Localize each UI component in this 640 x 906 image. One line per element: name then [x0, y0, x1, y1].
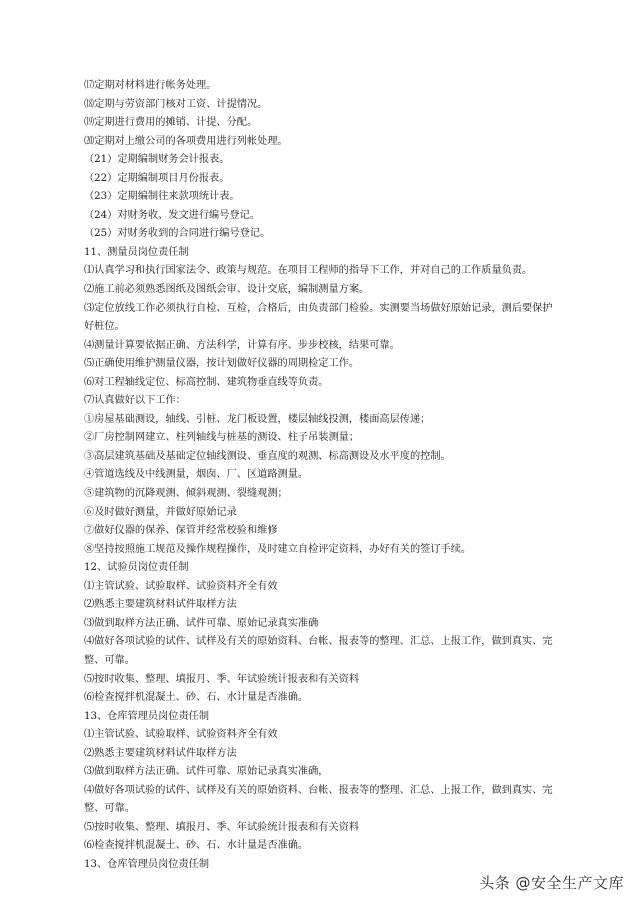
- line-18: ⒅定期与劳资部门核对工资、计提情况。: [84, 98, 268, 110]
- surveyor-subitem-1: ①房屋基础测设，轴线、引桩、龙门板设置，楼层轴线投测，楼面高层传递；: [84, 413, 431, 425]
- line-21: （21）定期编制财务会计报表。: [84, 154, 230, 166]
- surveyor-subitem-4: ④管道选线及中线测量，烟囱、厂、区道路测量。: [84, 469, 309, 481]
- line-20: ⒇定期对上缴公司的各项费用进行列帐处理。: [84, 135, 288, 147]
- surveyor-subitem-6: ⑥及时做好测量，并做好原始记录: [84, 506, 237, 518]
- surveyor-item-4: ⑷测量计算要依据正确、方法科学，计算有序、步步校核，结果可靠。: [84, 339, 400, 351]
- line-22: （22）定期编制项目月份报表。: [84, 172, 230, 184]
- section-heading-tester: 12、试验员岗位责任制: [84, 562, 189, 574]
- surveyor-subitem-5: ⑤建筑物的沉降观测、倾斜观测、裂缝观测；: [84, 488, 288, 500]
- surveyor-item-1: ⑴认真学习和执行国家法令、政策与规范。在项目工程师的指导下工作，并对自己的工作质量负责。: [84, 265, 533, 277]
- section-heading-warehouse-repeat: 13、仓库管理员岗位责任制: [84, 858, 210, 870]
- section-heading-warehouse: 13、仓库管理员岗位责任制: [84, 710, 210, 722]
- warehouse-item-5: ⑸按时收集、整理、填报月、季、年试验统计报表和有关资料: [84, 821, 360, 833]
- tester-item-1: ⑴主管试验、试验取样、试验资料齐全有效: [84, 580, 278, 592]
- document-body: [84, 77, 562, 875]
- surveyor-subitem-2: ②厂房控制网建立、柱列轴线与桩基的测设、柱子吊装测量；: [84, 432, 360, 444]
- watermark: 头条 @安全生产文库: [475, 871, 628, 894]
- surveyor-item-6: ⑹对工程轴线定位、标高控制、建筑物垂直线等负责。: [84, 376, 329, 388]
- surveyor-item-5: ⑸正确使用维护测量仪器，按计划做好仪器的周期检定工作。: [84, 358, 360, 370]
- line-19: ⒆定期进行费用的摊销、计提、分配。: [84, 117, 258, 129]
- warehouse-item-2: ⑵熟悉主要建筑材料试件取样方法: [84, 747, 237, 759]
- line-24: （24）对财务收、发文进行编号登记。: [84, 209, 260, 221]
- line-23: （23）定期编制往来款项统计表。: [84, 191, 240, 203]
- surveyor-subitem-7: ⑦做好仪器的保养、保管并经常校验和维修: [84, 525, 278, 537]
- surveyor-subitem-3: ③高层建筑基础及基础定位轴线测设、垂直度的观测、标高测设及水平度的控制。: [84, 450, 451, 462]
- surveyor-item-7: ⑺认真做好以下工作：: [84, 395, 186, 407]
- tester-item-5: ⑸按时收集、整理、填报月、季、年试验统计报表和有关资料: [84, 673, 360, 685]
- tester-item-3: ⑶做到取样方法正确、试件可靠、原始记录真实准确: [84, 617, 319, 629]
- warehouse-item-6: ⑹检查搅拌机混凝土、砂、石、水计量是否准确。: [84, 840, 309, 852]
- line-25: （25）对财务收到的合同进行编号登记。: [84, 228, 271, 240]
- tester-item-2: ⑵熟悉主要建筑材料试件取样方法: [84, 599, 237, 611]
- surveyor-item-2: ⑵施工前必须熟悉图纸及图纸会审、设计交底，编制测量方案。: [84, 284, 370, 296]
- section-heading-surveyor: 11、测量员岗位责任制: [84, 246, 189, 258]
- surveyor-subitem-8: ⑧坚持按照施工规范及操作规程操作，及时建立自检评定资料，办好有关的签订手续。: [84, 543, 472, 555]
- warehouse-item-1: ⑴主管试验、试验取样、试验资料齐全有效: [84, 729, 278, 741]
- tester-item-6: ⑹检查搅拌机混凝土、砂、石、水计量是否准确。: [84, 692, 309, 704]
- warehouse-item-3: ⑶做到取样方法正确、试件可靠、原始记录真实准确，: [84, 766, 329, 778]
- line-17: ⒄定期对材料进行帐务处理。: [84, 80, 217, 91]
- warehouse-item-4: ⑷做好各项试验的试件、试样及有关的原始资料、台帐、报表等的整理、汇总、上报工作，做到真实、完整、可靠。: [84, 784, 553, 815]
- surveyor-item-3: ⑶定位放线工作必须执行自检、互检，合格后，由负责部门检验。实测要当场做好原始记录，测后要保护好桩位。: [84, 302, 553, 333]
- tester-item-4: ⑷做好各项试验的试件、试样及有关的原始资料、台帐、报表等的整理、汇总、上报工作，做到真实、完整、可靠。: [84, 636, 553, 666]
